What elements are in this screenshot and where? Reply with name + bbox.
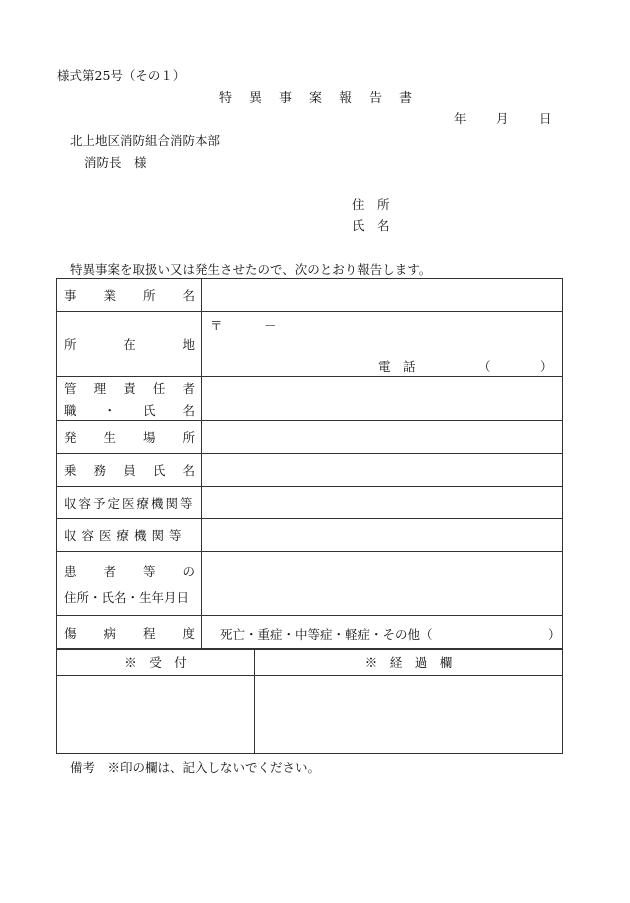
reception-field	[57, 676, 255, 754]
crew-char-3: 員	[123, 463, 136, 478]
crew-char-4: 氏	[152, 463, 166, 478]
crew-char-2: 務	[93, 463, 107, 478]
severity-label	[57, 624, 201, 642]
progress-field	[255, 676, 563, 754]
severity-label-cell	[57, 616, 202, 650]
manager-label-line1	[57, 379, 201, 397]
manager-char-2: 理	[93, 380, 107, 396]
manager-char-8: 氏	[142, 402, 156, 418]
severity-char-3: 程	[142, 625, 156, 641]
remarks: 備考 ※印の欄は、記入しないでください。	[70, 760, 321, 775]
place-char-3: 場	[142, 430, 156, 445]
location-char-2: 在	[123, 337, 136, 352]
office-use-table	[56, 648, 563, 754]
manager-char-6: 職	[64, 402, 77, 418]
addressee-org: 北上地区消防組合消防本部	[70, 133, 221, 148]
business-name-label	[57, 286, 201, 304]
location-label-cell	[57, 312, 202, 377]
hospital-label-cell	[57, 519, 202, 552]
manager-char-1: 管	[64, 380, 77, 396]
crew-char-1: 乗	[64, 463, 77, 478]
planned-hospital-field[interactable]	[202, 487, 563, 519]
location-char-3: 地	[182, 337, 195, 352]
business-name-char-4: 名	[182, 288, 195, 303]
phone-close-paren: ）	[540, 359, 553, 374]
manager-char-5: 者	[182, 380, 195, 396]
reporter-address-label: 住 所	[352, 197, 390, 212]
manager-char-3: 責	[123, 380, 136, 396]
severity-options: 死亡・重症・中等症・軽症・その他（	[220, 627, 433, 642]
place-char-2: 生	[103, 430, 116, 445]
hospital-field[interactable]	[202, 519, 563, 552]
manager-label-cell	[57, 377, 202, 421]
patient-char-4: の	[182, 563, 195, 579]
patient-field[interactable]	[202, 552, 563, 616]
progress-header-text: ※ 経 過 欄	[364, 655, 453, 670]
severity-char-4: 度	[182, 625, 195, 641]
patient-char-1: 患	[64, 563, 77, 579]
patient-char-2: 者	[103, 563, 116, 579]
business-name-field[interactable]	[202, 279, 563, 312]
place-label	[57, 428, 201, 446]
crew-label-cell	[57, 454, 202, 487]
manager-char-7: ・	[103, 402, 116, 418]
date-year-label: 年	[454, 111, 467, 126]
location-field[interactable]	[202, 312, 563, 377]
reception-header	[57, 649, 255, 676]
severity-field[interactable]	[202, 616, 563, 650]
crew-label	[57, 461, 201, 479]
postal-dash: －	[264, 318, 277, 333]
date-day-label: 日	[539, 111, 552, 126]
patient-label-line2: 住所・氏名・生年月日	[64, 589, 190, 605]
phone-label: 電 話	[378, 359, 416, 374]
location-char-1: 所	[64, 337, 77, 352]
patient-label-line1	[57, 562, 201, 580]
severity-char-2: 病	[103, 625, 116, 641]
location-label	[57, 335, 201, 353]
crew-field[interactable]	[202, 454, 563, 487]
intro-text: 特異事案を取扱い又は発生させたので、次のとおり報告します。	[70, 262, 432, 277]
planned-hospital-label: 収容予定医療機関等	[64, 495, 195, 511]
business-name-label-cell	[57, 279, 202, 312]
postal-mark: 〒	[210, 318, 223, 333]
style-number: 様式第25号（その１）	[57, 68, 186, 83]
business-name-char-3: 所	[142, 288, 156, 303]
planned-hospital-label-cell	[57, 487, 202, 519]
manager-label-line2	[57, 401, 201, 419]
manager-char-9: 名	[182, 402, 195, 418]
reporter-name-label: 氏 名	[352, 218, 390, 233]
addressee-chief: 消防長 様	[84, 155, 147, 170]
progress-header	[255, 649, 563, 676]
business-name-char-1: 事	[64, 288, 77, 303]
hospital-label: 収容医療機関等	[64, 528, 187, 543]
severity-close-paren: ）	[548, 627, 561, 642]
patient-label-cell	[57, 552, 202, 616]
severity-char-1: 傷	[64, 625, 77, 641]
date-month-label: 月	[496, 111, 509, 126]
reception-header-text: ※ 受 付	[124, 655, 187, 670]
report-table	[56, 278, 563, 650]
patient-char-3: 等	[142, 563, 156, 579]
business-name-char-2: 業	[103, 288, 116, 303]
manager-field[interactable]	[202, 377, 563, 421]
place-char-1: 発	[64, 430, 77, 445]
form-title: 特異事案報告書	[219, 91, 430, 106]
crew-char-5: 名	[182, 463, 195, 478]
phone-open-paren: （	[478, 359, 491, 374]
place-char-4: 所	[182, 430, 195, 445]
place-label-cell	[57, 421, 202, 454]
place-field[interactable]	[202, 421, 563, 454]
manager-char-4: 任	[152, 380, 166, 396]
